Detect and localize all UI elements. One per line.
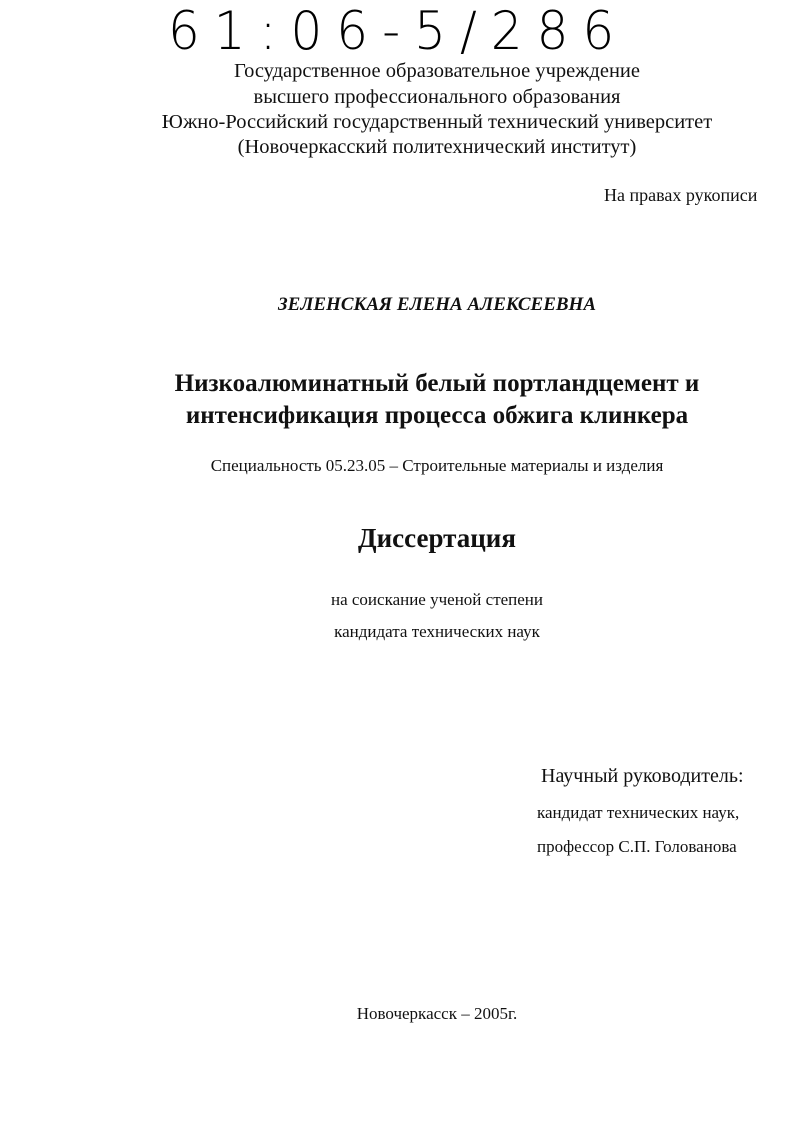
specialty: Специальность 05.23.05 – Строительные материалы и изделия	[210, 456, 664, 475]
supervisor-degree: кандидат технических наук,	[537, 803, 740, 822]
institution-line-1: Государственное образовательное учреждение	[234, 60, 640, 82]
supervisor-name: профессор С.П. Голованова	[537, 837, 737, 856]
manuscript-note: На правах рукописи	[604, 185, 758, 205]
degree-line-1: на соискание ученой степени	[330, 590, 544, 609]
title-line-2: интенсификация процесса обжига клинкера	[185, 402, 689, 429]
place-year: Новочеркасск – 2005г.	[356, 1004, 518, 1023]
supervisor-label: Научный руководитель:	[541, 765, 744, 787]
degree-line-2: кандидата технических наук	[334, 622, 540, 641]
institution-line-2: высшего профессионального образования	[253, 86, 621, 108]
institution-line-4: (Новочеркасский политехнический институт)	[237, 136, 637, 158]
institution-line-3: Южно-Российский государственный технический университет	[161, 111, 713, 133]
document-type: Диссертация	[358, 523, 516, 553]
handwritten-archive-code: 61:06-5/286	[168, 0, 629, 62]
title-line-1: Низкоалюминатный белый портландцемент и	[174, 370, 700, 397]
author-name: ЗЕЛЕНСКАЯ ЕЛЕНА АЛЕКСЕЕВНА	[278, 294, 596, 315]
